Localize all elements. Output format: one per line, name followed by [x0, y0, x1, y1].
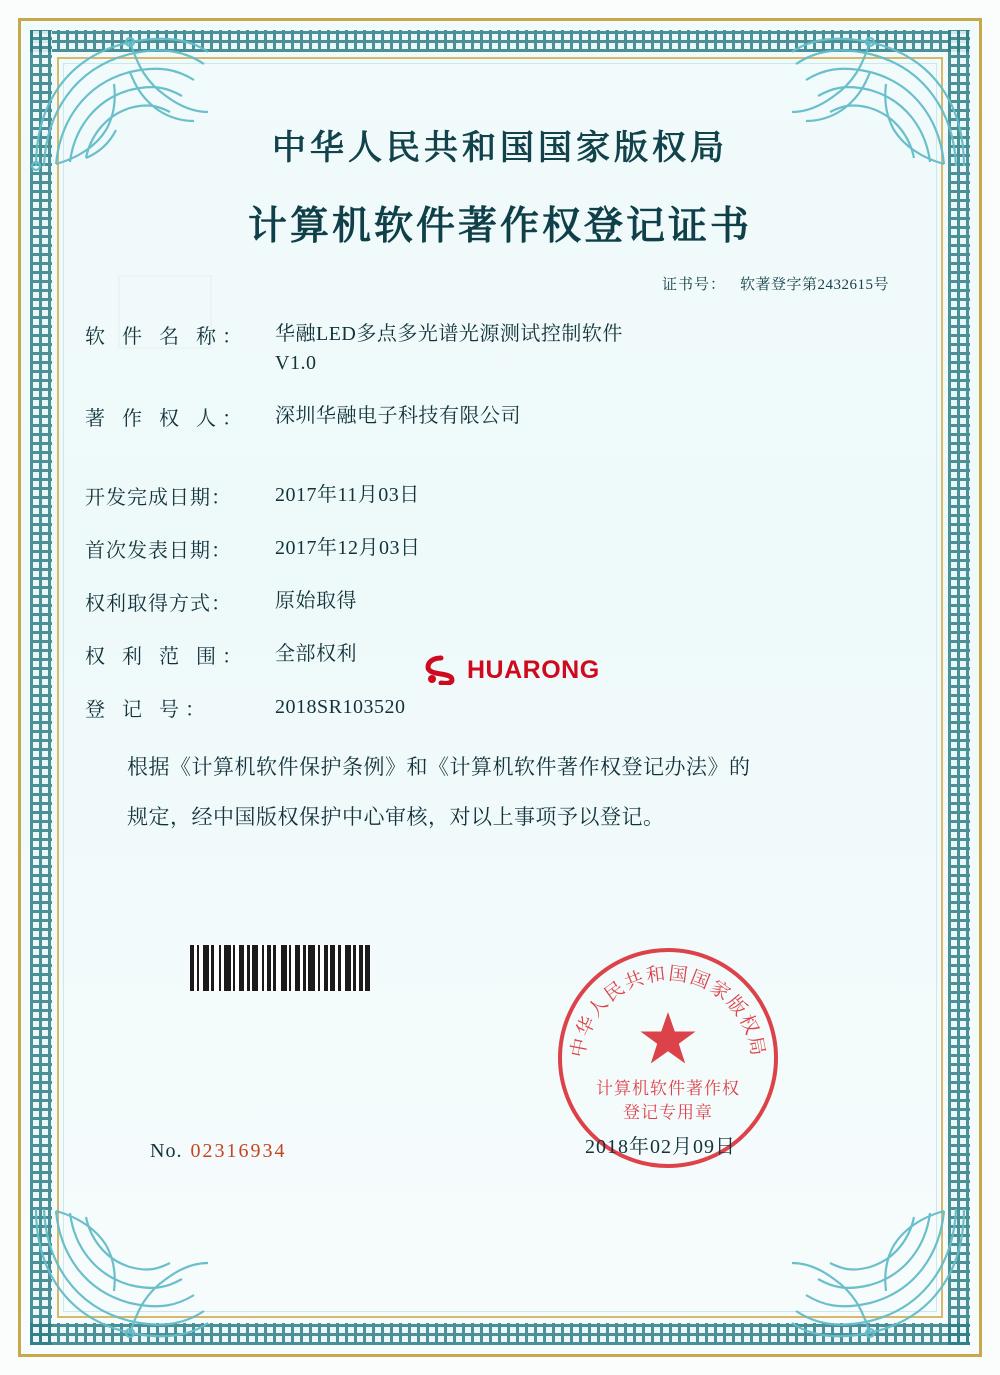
huarong-mark-icon — [425, 655, 459, 685]
field-development-date — [85, 481, 915, 510]
field-value-line2: V1.0 — [275, 352, 317, 374]
serial-number — [150, 1140, 286, 1163]
star-icon — [640, 1010, 696, 1064]
field-label: 开发完成日期： — [85, 487, 232, 509]
field-label: 首次发表日期： — [85, 540, 232, 562]
field-value: 全部权利 — [275, 643, 357, 665]
certificate-number-label: 证书号： — [661, 277, 726, 293]
field-value: 2018SR103520 — [275, 696, 406, 718]
corner-flourish-icon — [784, 1199, 974, 1349]
field-gap — [85, 455, 915, 481]
issuer-title: 中华人民共和国国家版权局 — [272, 130, 728, 167]
field-value — [275, 320, 915, 378]
corner-flourish-icon — [26, 1199, 216, 1349]
field-value: 原始取得 — [275, 590, 357, 612]
statement-line-2: 规定，经中国版权保护中心审核，对以上事项予以登记。 — [127, 805, 665, 829]
field-value-line1: 华融LED多点多光谱光源测试控制软件 — [275, 323, 623, 345]
serial-value: 02316934 — [190, 1140, 287, 1162]
field-copyright-owner — [85, 402, 915, 431]
certificate-number — [85, 273, 915, 294]
svg-text:中华人民共和国国家版权局: 中华人民共和国国家版权局 — [567, 963, 769, 1060]
field-label: 登 记 号： — [85, 699, 211, 721]
field-label: 权 利 范 围： — [85, 646, 248, 668]
serial-label: No. — [150, 1140, 183, 1162]
field-label: 软 件 名 称： — [85, 326, 248, 348]
issue-date: 2018年02月09日 — [585, 1136, 736, 1158]
barcode — [190, 945, 380, 991]
field-label: 著 作 权 人： — [85, 408, 248, 430]
seal-line-2: 登记专用章 — [623, 1103, 713, 1122]
field-value: 深圳华融电子科技有限公司 — [275, 405, 521, 427]
seal-line-1: 计算机软件著作权 — [596, 1079, 740, 1098]
field-label: 权利取得方式： — [85, 593, 232, 615]
certificate-title: 计算机软件著作权登记证书 — [247, 205, 752, 248]
statement-line-1: 根据《计算机软件保护条例》和《计算机软件著作权登记办法》的 — [127, 755, 751, 779]
certificate-number-value: 软著登字第2432615号 — [739, 277, 889, 293]
huarong-logo-text: HUARONG — [467, 655, 600, 684]
greek-key-band-left — [30, 30, 52, 1345]
huarong-logo — [425, 655, 600, 685]
certificate-content — [85, 120, 915, 838]
field-acquisition-method — [85, 587, 915, 616]
field-first-publish-date — [85, 534, 915, 563]
greek-key-band-right — [948, 30, 970, 1345]
field-software-name — [85, 320, 915, 378]
field-value: 2017年12月03日 — [275, 537, 421, 559]
field-registration-number — [85, 693, 915, 722]
field-value: 2017年11月03日 — [275, 484, 420, 506]
